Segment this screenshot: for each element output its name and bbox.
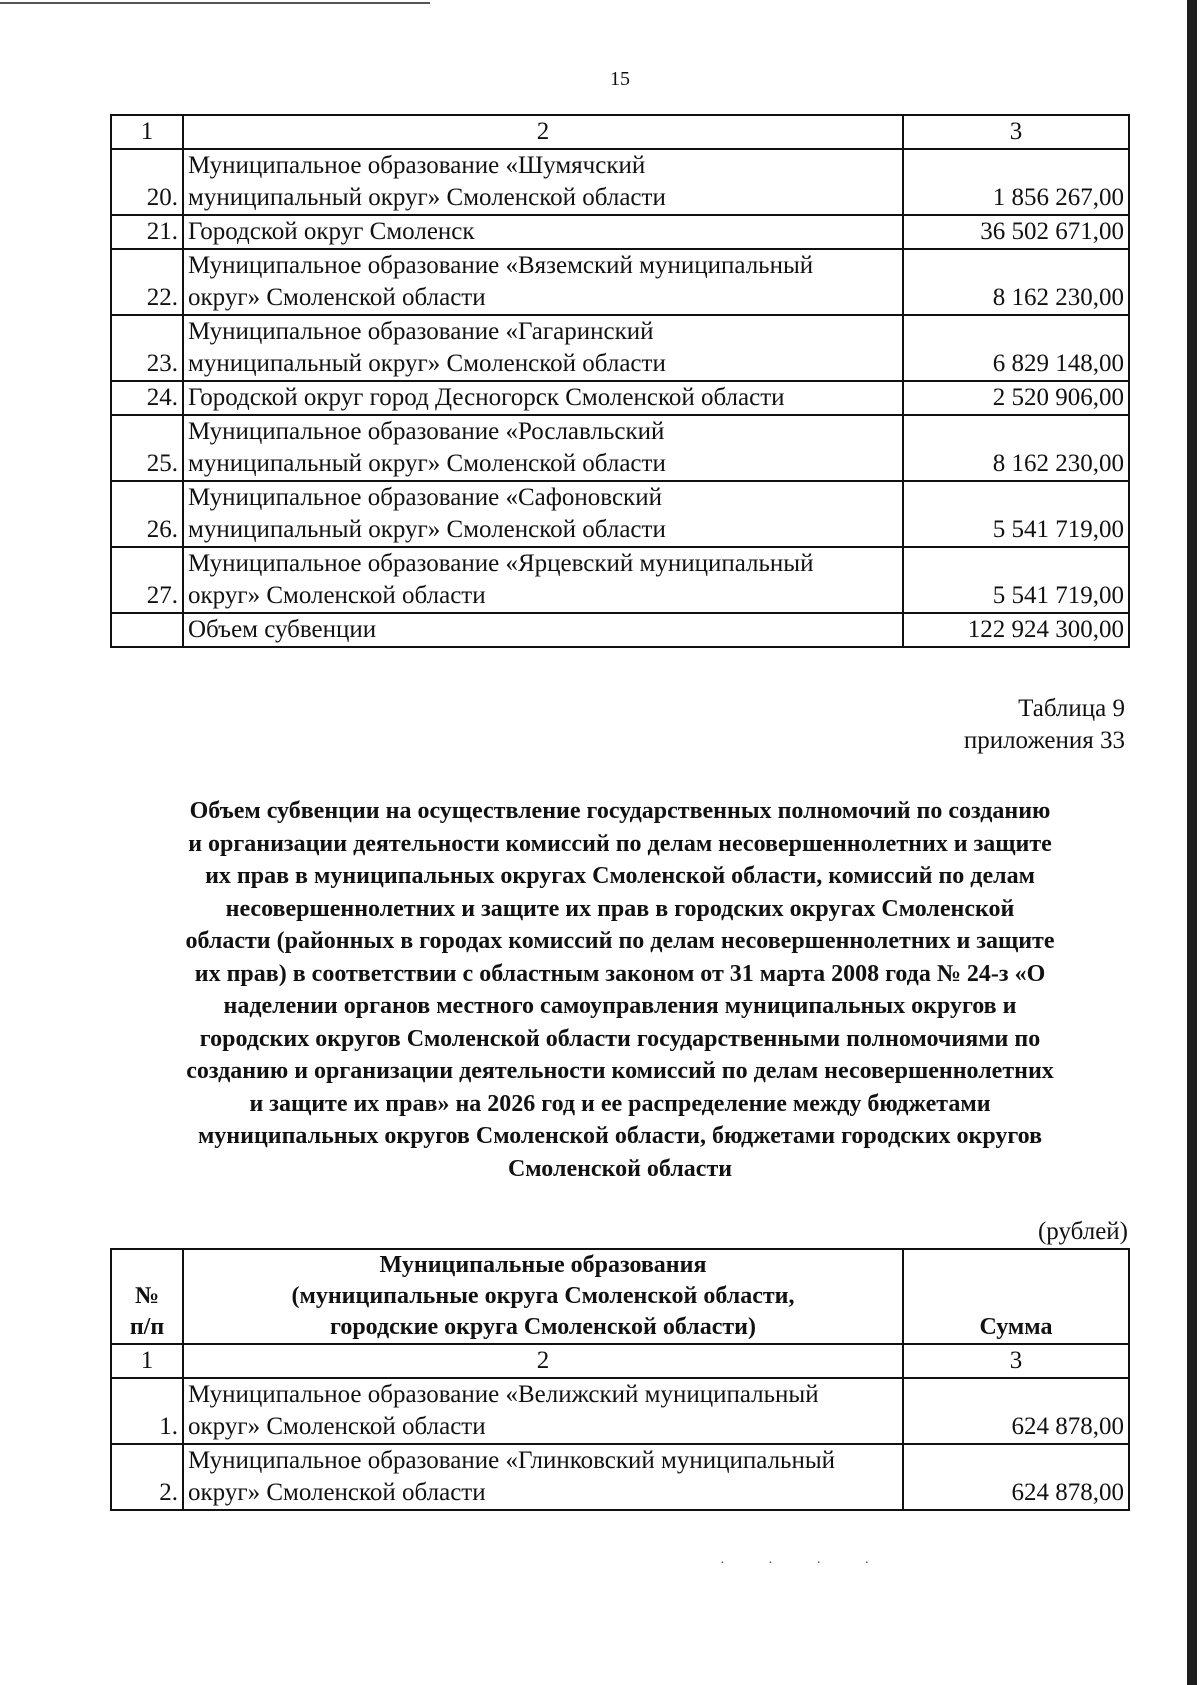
table-row	[111, 215, 1129, 249]
head-municipality-line: (муниципальные округа Смоленской области,	[291, 1283, 795, 1309]
row-number: 24.	[111, 381, 183, 415]
municipality-name-line: муниципальный округ» Смоленской области	[188, 450, 666, 477]
column-number-2: 2	[183, 1344, 903, 1378]
column-number-row	[111, 115, 1129, 149]
subvention-amount: 2 520 906,00	[903, 381, 1129, 415]
table-caption-number: Таблица 9	[1018, 695, 1125, 722]
head-sum: Сумма	[903, 1249, 1129, 1344]
municipality-name-line: округ» Смоленской области	[188, 284, 486, 311]
municipality-name-line: Муниципальное образование «Велижский муниципальный	[188, 1381, 819, 1408]
head-municipality-line: Муниципальные образования	[379, 1252, 707, 1278]
column-number-3: 3	[903, 1344, 1129, 1378]
subvention-table-continued	[110, 114, 1130, 648]
subvention-amount: 5 541 719,00	[903, 481, 1129, 547]
scan-specks: · · · ·	[720, 1556, 890, 1571]
municipality-name-line: Городской округ Смоленск	[188, 218, 475, 245]
municipality-name	[183, 149, 903, 215]
municipality-name	[183, 415, 903, 481]
municipality-name-line: муниципальный округ» Смоленской области	[188, 516, 666, 543]
table-row	[111, 415, 1129, 481]
municipality-name	[183, 1444, 903, 1510]
subvention-amount: 624 878,00	[903, 1378, 1129, 1444]
row-number: 27.	[111, 547, 183, 613]
table-head-row	[111, 1249, 1129, 1344]
municipality-name-line: Муниципальное образование «Рославльский	[188, 418, 665, 445]
row-number: 20.	[111, 149, 183, 215]
municipality-name	[183, 381, 903, 415]
subvention-amount: 624 878,00	[903, 1444, 1129, 1510]
subvention-amount: 6 829 148,00	[903, 315, 1129, 381]
title-line: их прав в муниципальных округах Смоленской области, комиссий по делам	[205, 863, 1035, 889]
row-number: 2.	[111, 1444, 183, 1510]
title-line: несовершеннолетних и защите их прав в городских округах Смоленской	[225, 895, 1015, 922]
column-number-2: 2	[183, 115, 903, 149]
column-number-row	[111, 1344, 1129, 1378]
municipality-name-line: муниципальный округ» Смоленской области	[188, 350, 666, 377]
table-row	[111, 249, 1129, 315]
title-line: их прав) в соответствии с областным законом от 31 марта 2008 года № 24-з «О	[194, 960, 1046, 987]
subvention-amount: 1 856 267,00	[903, 149, 1129, 215]
total-number-empty	[111, 613, 183, 647]
row-number: 1.	[111, 1378, 183, 1444]
municipality-name-line: Муниципальное образование «Глинковский муниципальный	[188, 1447, 835, 1474]
column-number-1: 1	[111, 115, 183, 149]
head-number	[111, 1249, 183, 1344]
municipality-name-line: округ» Смоленской области	[188, 1479, 486, 1506]
municipality-name	[183, 215, 903, 249]
head-municipality-line: городские округа Смоленской области)	[330, 1314, 756, 1340]
municipality-name	[183, 547, 903, 613]
municipality-name-line: Муниципальное образование «Вяземский муниципальный	[188, 252, 814, 279]
head-number-line: №	[134, 1283, 160, 1309]
municipality-name	[183, 1378, 903, 1444]
row-number: 21.	[111, 215, 183, 249]
table-row	[111, 149, 1129, 215]
table-row	[111, 1444, 1129, 1510]
municipality-name	[183, 315, 903, 381]
column-number-3: 3	[903, 115, 1129, 149]
title-line: Объем субвенции на осуществление государственных полномочий по созданию	[189, 798, 1051, 824]
municipality-name	[183, 481, 903, 547]
municipality-name-line: Муниципальное образование «Сафоновский	[188, 484, 662, 511]
subvention-amount: 8 162 230,00	[903, 415, 1129, 481]
row-number: 25.	[111, 415, 183, 481]
municipality-name-line: Муниципальное образование «Ярцевский муниципальный	[188, 550, 814, 577]
scan-edge-right	[1187, 0, 1197, 1685]
row-number: 23.	[111, 315, 183, 381]
head-municipality	[183, 1249, 903, 1344]
table-caption	[964, 693, 1125, 757]
total-label: Объем субвенции	[183, 613, 903, 647]
title-line: Смоленской области	[507, 1155, 733, 1182]
subvention-amount: 5 541 719,00	[903, 547, 1129, 613]
title-line: созданию и организации деятельности комиссий по делам несовершеннолетних	[186, 1058, 1054, 1084]
total-row	[111, 613, 1129, 647]
title-line: городских округов Смоленской области государственными полномочиями по	[199, 1025, 1041, 1052]
municipality-name-line: Муниципальное образование «Гагаринский	[188, 318, 654, 345]
municipality-name	[183, 249, 903, 315]
table-row	[111, 315, 1129, 381]
title-line: наделении органов местного самоуправления муниципальных округов и	[223, 993, 1017, 1019]
title-line: области (районных в городах комиссий по делам несовершеннолетних и защите	[185, 928, 1055, 954]
row-number: 22.	[111, 249, 183, 315]
subvention-amount: 8 162 230,00	[903, 249, 1129, 315]
table-title	[110, 795, 1130, 1185]
column-number-1: 1	[111, 1344, 183, 1378]
page-number: 15	[610, 68, 630, 90]
total-amount: 122 924 300,00	[903, 613, 1129, 647]
municipality-name-line: округ» Смоленской области	[188, 582, 486, 609]
title-line: и защите их прав» на 2026 год и ее распределение между бюджетами	[249, 1090, 991, 1117]
title-line: и организации деятельности комиссий по делам несовершеннолетних и защите	[188, 830, 1052, 857]
municipality-name-line: округ» Смоленской области	[188, 1413, 486, 1440]
municipality-name-line: муниципальный округ» Смоленской области	[188, 184, 666, 211]
table-row	[111, 547, 1129, 613]
title-line: муниципальных округов Смоленской области, бюджетами городских округов	[197, 1123, 1043, 1149]
table-row	[111, 1378, 1129, 1444]
row-number: 26.	[111, 481, 183, 547]
table-row	[111, 481, 1129, 547]
head-number-line: п/п	[129, 1314, 165, 1340]
subvention-amount: 36 502 671,00	[903, 215, 1129, 249]
municipality-name-line: Муниципальное образование «Шумячский	[188, 152, 646, 179]
table-row	[111, 381, 1129, 415]
table-caption-appendix: приложения 33	[963, 727, 1125, 754]
subvention-distribution-table	[110, 1248, 1130, 1511]
municipality-name-line: Городской округ город Десногорск Смоленской области	[188, 384, 785, 411]
scan-edge-top	[0, 2, 430, 4]
units-label: (рублей)	[1037, 1218, 1128, 1245]
